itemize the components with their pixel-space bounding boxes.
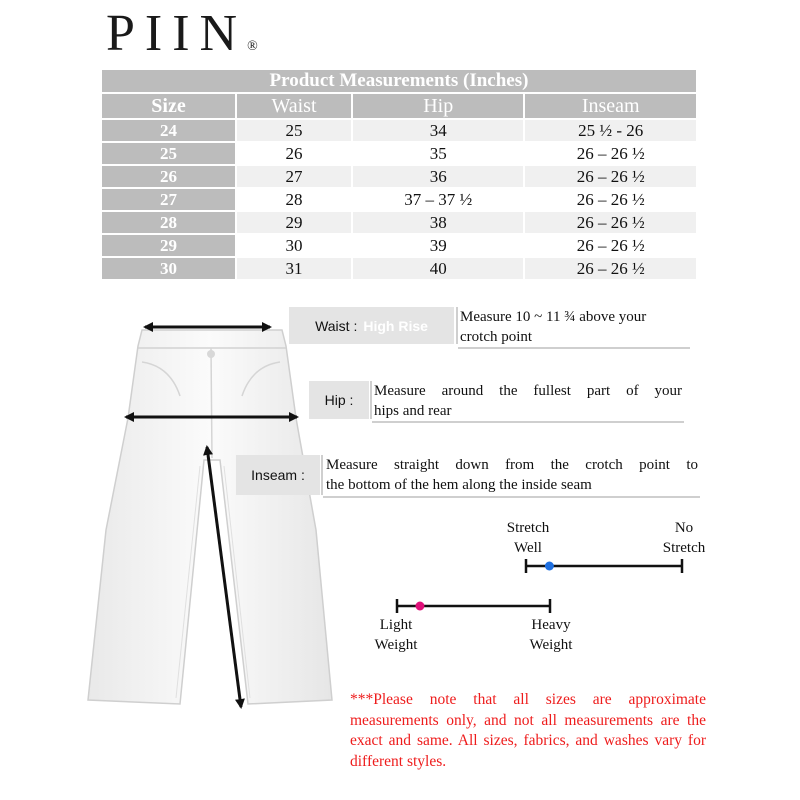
inseam-cell: 25 ½ - 26 (524, 119, 697, 142)
weight-right-line-2: Weight (529, 637, 573, 653)
inseam-label-box (236, 455, 320, 495)
waist-divider (456, 307, 458, 344)
inseam-cell: 26 – 26 ½ (524, 165, 697, 188)
inseam-description (326, 455, 698, 495)
header-inseam: Inseam (524, 93, 697, 119)
high-rise-label: High Rise (363, 317, 428, 334)
inseam-cell: 26 – 26 ½ (524, 211, 697, 234)
inseam-label: Inseam : (251, 467, 305, 483)
waist-cell: 31 (236, 257, 352, 280)
disclaimer-note: ***Please note that all sizes are approximate measurements only, and not all measurements are the exact and same. All sizes, fabrics, and washes vary for different styles. (350, 691, 706, 770)
hip-label: Hip : (324, 392, 354, 408)
hip-desc-line-2: hips and rear (374, 403, 452, 419)
header-size: Size (101, 93, 236, 119)
inseam-cell: 26 – 26 ½ (524, 234, 697, 257)
size-cell: 27 (101, 188, 236, 211)
brand-name: PIIN (106, 5, 248, 62)
weight-scale (392, 596, 557, 616)
waist-desc-line-2: crotch point (460, 329, 533, 345)
waist-cell: 29 (236, 211, 352, 234)
stretch-scale (520, 556, 690, 576)
inseam-cell: 26 – 26 ½ (524, 142, 697, 165)
waist-cell: 25 (236, 119, 352, 142)
waist-cell: 28 (236, 188, 352, 211)
size-cell: 24 (101, 119, 236, 142)
hip-cell: 36 (352, 165, 525, 188)
hip-cell: 35 (352, 142, 525, 165)
size-cell: 29 (101, 234, 236, 257)
hip-cell: 39 (352, 234, 525, 257)
hip-underline (372, 421, 684, 423)
inseam-underline (323, 496, 700, 498)
inseam-desc-line-1: Measure straight down from the crotch point to (326, 457, 698, 473)
light-weight-label (356, 615, 436, 655)
weight-right-line-1: Heavy (531, 617, 571, 633)
header-hip: Hip (352, 93, 525, 119)
inseam-cell: 26 – 26 ½ (524, 257, 697, 280)
hip-cell: 37 – 37 ½ (352, 188, 525, 211)
hip-description (374, 381, 682, 421)
stretch-right-line-2: Stretch (662, 540, 706, 556)
stretch-well-label (488, 518, 568, 558)
waist-description (460, 307, 690, 347)
hip-cell: 40 (352, 257, 525, 280)
waist-cell: 27 (236, 165, 352, 188)
stretch-right-line-1: No (674, 520, 694, 536)
stretch-left-line-2: Well (514, 540, 542, 556)
weight-marker (415, 602, 424, 611)
no-stretch-label (644, 518, 724, 558)
inseam-divider (321, 455, 323, 495)
stretch-left-line-1: Stretch (506, 520, 550, 536)
registered-mark: ® (247, 39, 258, 54)
weight-left-line-1: Light (379, 617, 413, 633)
waist-cell: 30 (236, 234, 352, 257)
inseam-desc-line-2: the bottom of the hem along the inside seam (326, 477, 592, 493)
size-cell: 28 (101, 211, 236, 234)
inseam-cell: 26 – 26 ½ (524, 188, 697, 211)
waist-desc-line-1: Measure 10 ~ 11 ¾ above your (460, 309, 647, 325)
size-cell: 30 (101, 257, 236, 280)
size-cell: 26 (101, 165, 236, 188)
heavy-weight-label (511, 615, 591, 655)
stretch-marker (545, 562, 554, 571)
size-cell: 25 (101, 142, 236, 165)
table-title: Product Measurements (Inches) (101, 69, 697, 93)
waist-label: Waist : (315, 317, 358, 334)
weight-left-line-2: Weight (374, 637, 418, 653)
hip-label-box (309, 381, 369, 419)
hip-cell: 34 (352, 119, 525, 142)
hip-cell: 38 (352, 211, 525, 234)
waist-cell: 26 (236, 142, 352, 165)
waist-underline (458, 347, 690, 349)
hip-divider (370, 381, 372, 419)
header-waist: Waist (236, 93, 352, 119)
hip-desc-line-1: Measure around the fullest part of your (374, 383, 682, 399)
waist-label-box (289, 307, 454, 344)
